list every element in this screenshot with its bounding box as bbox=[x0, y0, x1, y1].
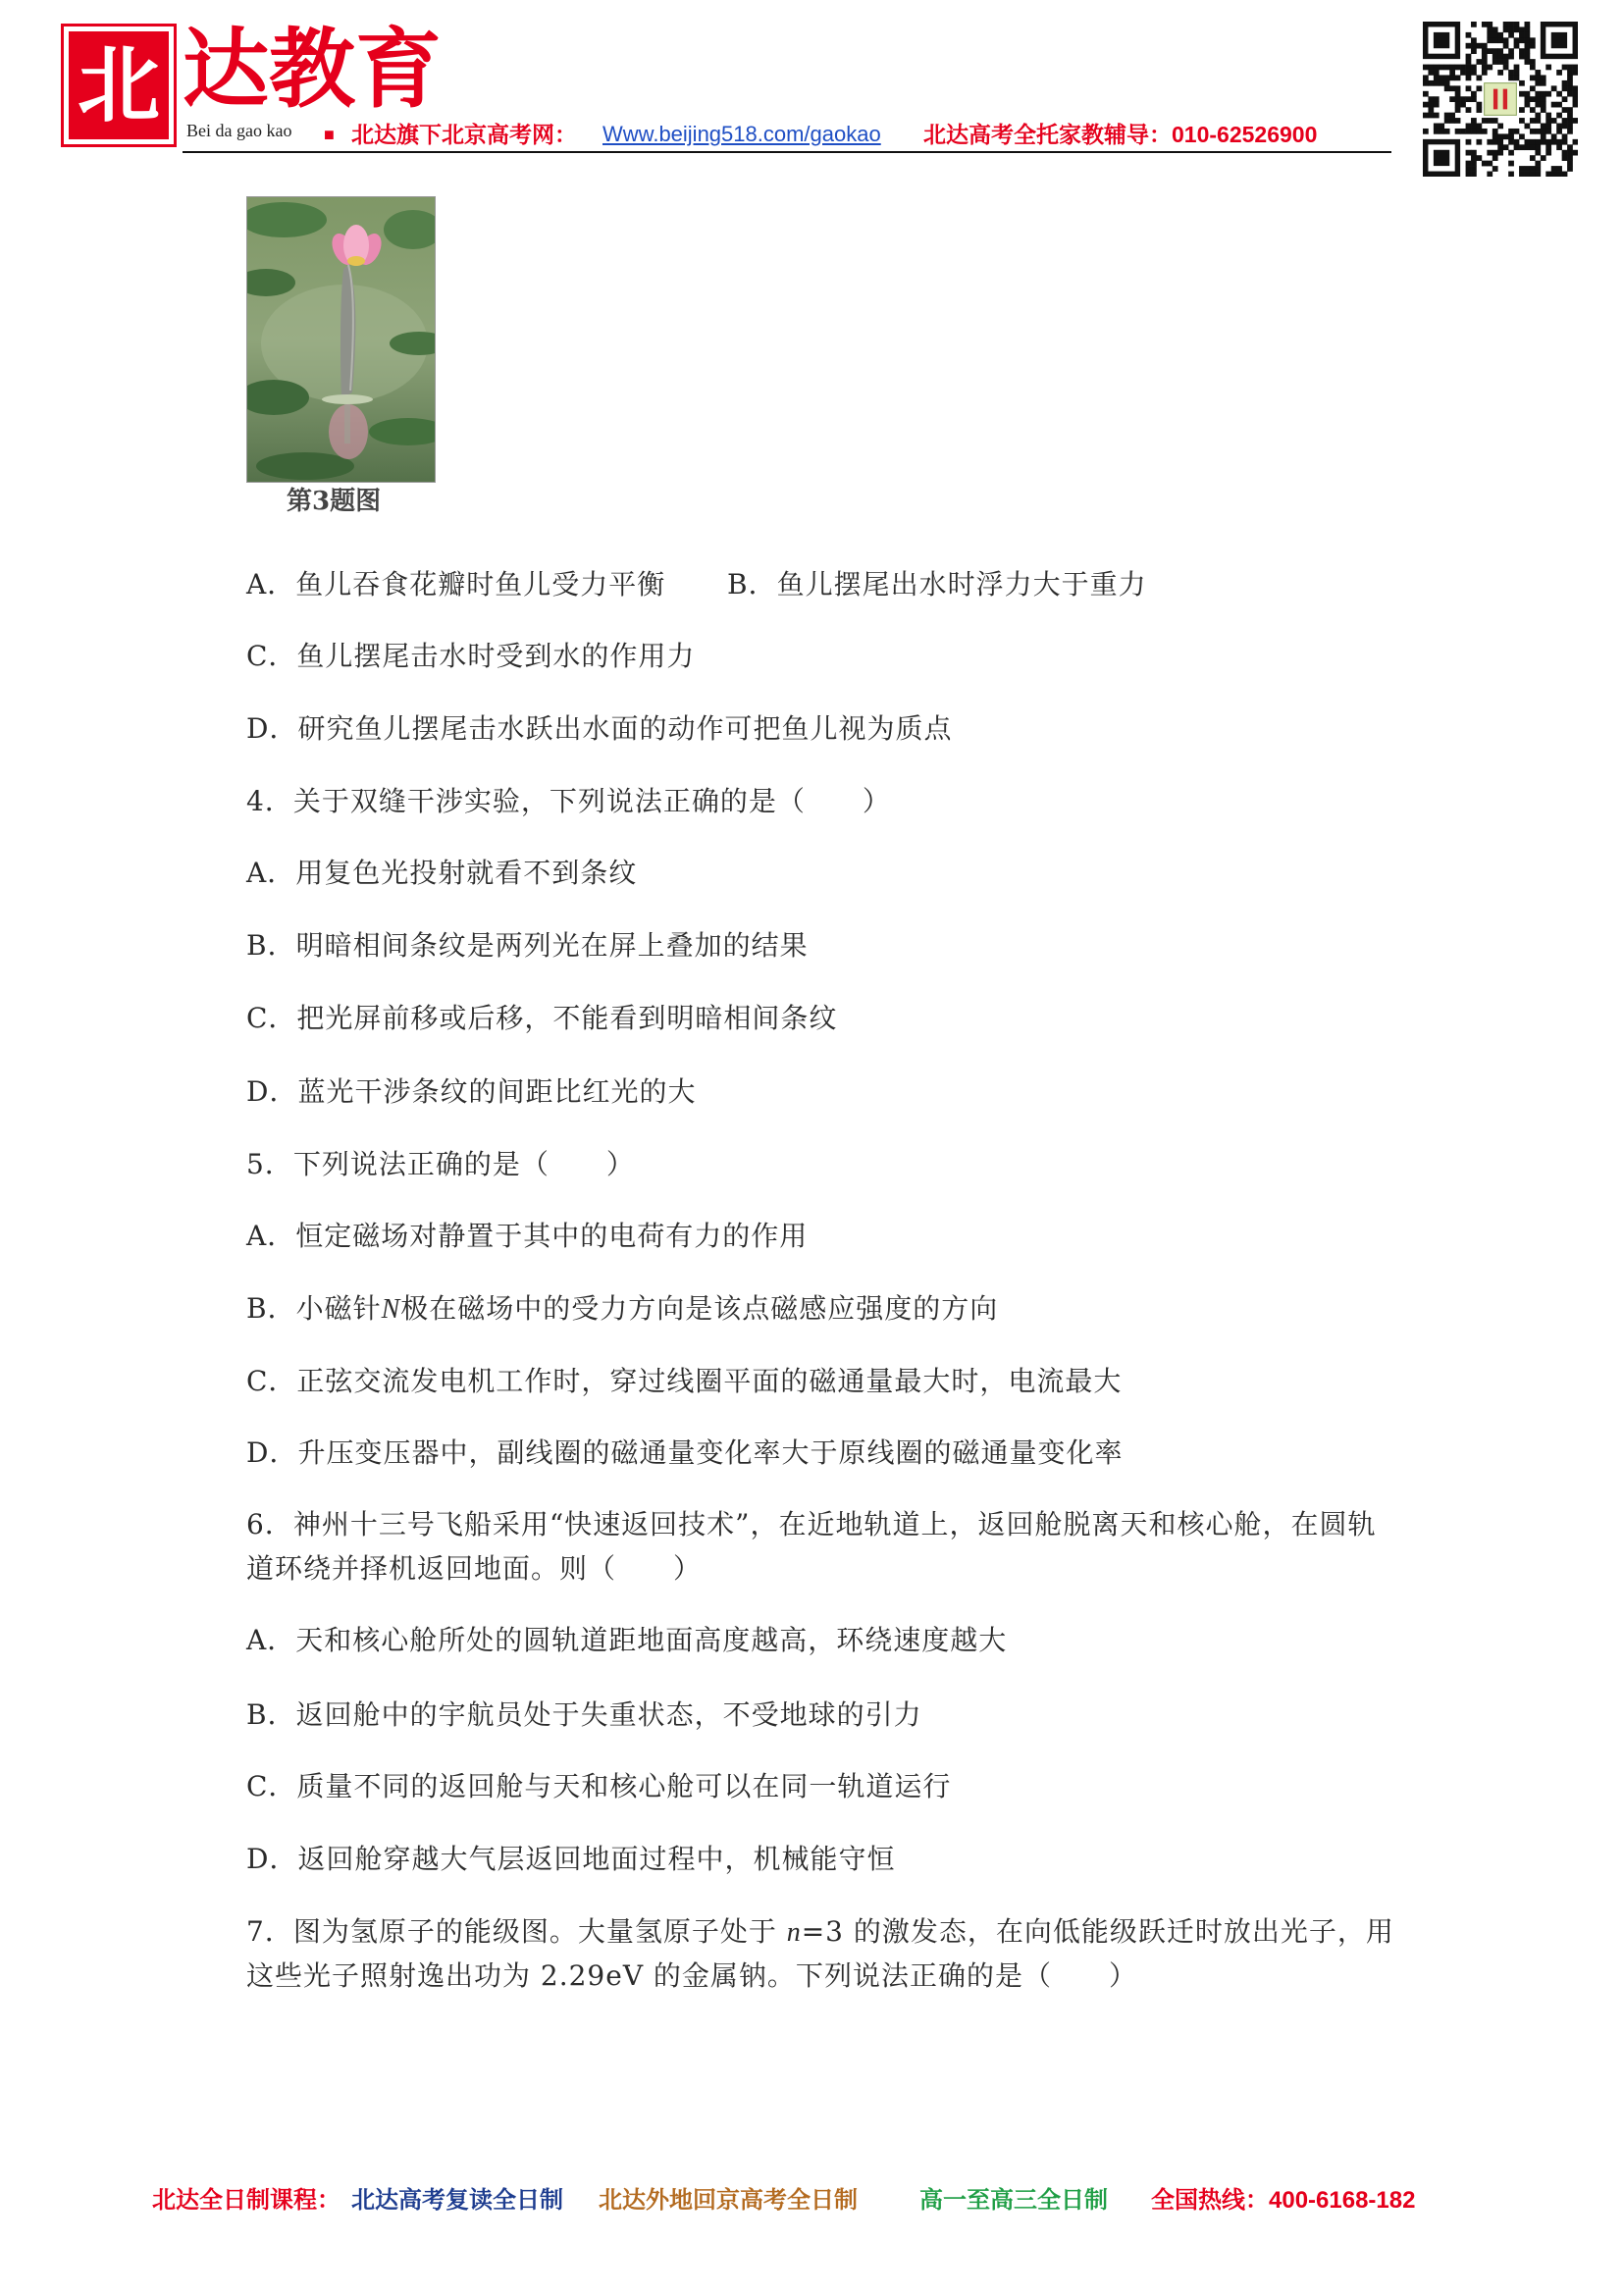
footer-hotline: 全国热线：400-6168-182 bbox=[1151, 2187, 1416, 2214]
q3-option-d: D．研究鱼儿摆尾击水跃出水面的动作可把鱼儿视为质点 bbox=[246, 712, 953, 745]
q7-stem-variable: n bbox=[786, 1917, 802, 1948]
q5-option-b-text-start: B．小磁针 bbox=[246, 1292, 382, 1325]
footer-course-repeat: 北达高考复读全日制 bbox=[351, 2187, 563, 2214]
qr-code-icon bbox=[1423, 22, 1578, 177]
q4-option-c: C．把光屏前移或后移，不能看到明暗相间条纹 bbox=[246, 1002, 838, 1034]
q7-stem-text-start: 7．图为氢原子的能级图。大量氢原子处于 bbox=[246, 1915, 787, 1948]
brand-pinyin: Bei da gao kao bbox=[186, 121, 292, 140]
question-3-figure bbox=[246, 196, 436, 483]
q3-option-c: C．鱼儿摆尾击水时受到水的作用力 bbox=[246, 640, 696, 672]
q6-option-d: D．返回舱穿越大气层返回地面过程中，机械能守恒 bbox=[246, 1843, 896, 1875]
footer-course-return: 北达外地回京高考全日制 bbox=[599, 2187, 858, 2214]
footer-course-grades: 高一至高三全日制 bbox=[919, 2187, 1108, 2214]
header-site-link[interactable]: Www.beijing518.com/gaokao bbox=[602, 122, 881, 146]
footer-course-label: 北达全日制课程： bbox=[152, 2187, 340, 2214]
q5-option-a: A．恒定磁场对静置于其中的电荷有力的作用 bbox=[246, 1220, 809, 1252]
q4-option-d: D．蓝光干涉条纹的间距比红光的大 bbox=[246, 1075, 697, 1108]
q6-stem-line-2: 道环绕并择机返回地面。则（ ） bbox=[246, 1552, 703, 1585]
header-site-label: 北达旗下北京高考网： bbox=[351, 122, 577, 147]
q5-option-b-text-end: 极在磁场中的受力方向是该点磁感应强度的方向 bbox=[400, 1292, 999, 1325]
q5-option-d: D．升压变压器中，副线圈的磁通量变化率大于原线圈的磁通量变化率 bbox=[246, 1436, 1124, 1469]
brand-logo bbox=[61, 24, 177, 147]
q4-option-b: B．明暗相间条纹是两列光在屏上叠加的结果 bbox=[246, 929, 809, 962]
q6-option-b: B．返回舱中的宇航员处于失重状态，不受地球的引力 bbox=[246, 1698, 922, 1731]
q6-option-c: C．质量不同的返回舱与天和核心舱可以在同一轨道运行 bbox=[246, 1770, 952, 1802]
q7-stem-text-end: =3 的激发态，在向低能级跃迁时放出光子，用 bbox=[801, 1915, 1394, 1948]
q5-option-b bbox=[246, 1291, 998, 1328]
q5-option-c: C．正弦交流发电机工作时，穿过线圈平面的磁通量最大时，电流最大 bbox=[246, 1365, 1123, 1397]
q5-option-b-variable: N bbox=[381, 1294, 401, 1325]
q4-stem: 4．关于双缝干涉实验，下列说法正确的是（ ） bbox=[246, 785, 891, 817]
figure-caption: 第3题图 bbox=[287, 487, 382, 516]
q3-option-b: B．鱼儿摆尾出水时浮力大于重力 bbox=[727, 568, 1147, 600]
q3-option-a: A．鱼儿吞食花瓣时鱼儿受力平衡 bbox=[246, 568, 666, 600]
q6-option-a: A．天和核心舱所处的圆轨道距地面高度越高，环绕速度越大 bbox=[246, 1624, 1008, 1656]
logo-char: 北 bbox=[69, 31, 169, 139]
brand-name: 达教育 bbox=[183, 18, 443, 120]
q4-option-a: A．用复色光投射就看不到条纹 bbox=[246, 857, 638, 889]
q6-stem-line-1: 6．神州十三号飞船采用“快速返回技术”，在近地轨道上，返回舱脱离天和核心舱，在圆轨 bbox=[246, 1508, 1377, 1540]
header-divider bbox=[183, 151, 1391, 153]
q7-stem-line-1 bbox=[246, 1914, 1394, 1951]
header-bullet-icon: ■ bbox=[324, 125, 335, 144]
header-tutoring-contact: 北达高考全托家教辅导：010-62526900 bbox=[923, 122, 1318, 147]
q5-stem: 5．下列说法正确的是（ ） bbox=[246, 1148, 635, 1180]
q7-stem-line-2: 这些光子照射逸出功为 2.29eV 的金属钠。下列说法正确的是（ ） bbox=[246, 1959, 1137, 1992]
